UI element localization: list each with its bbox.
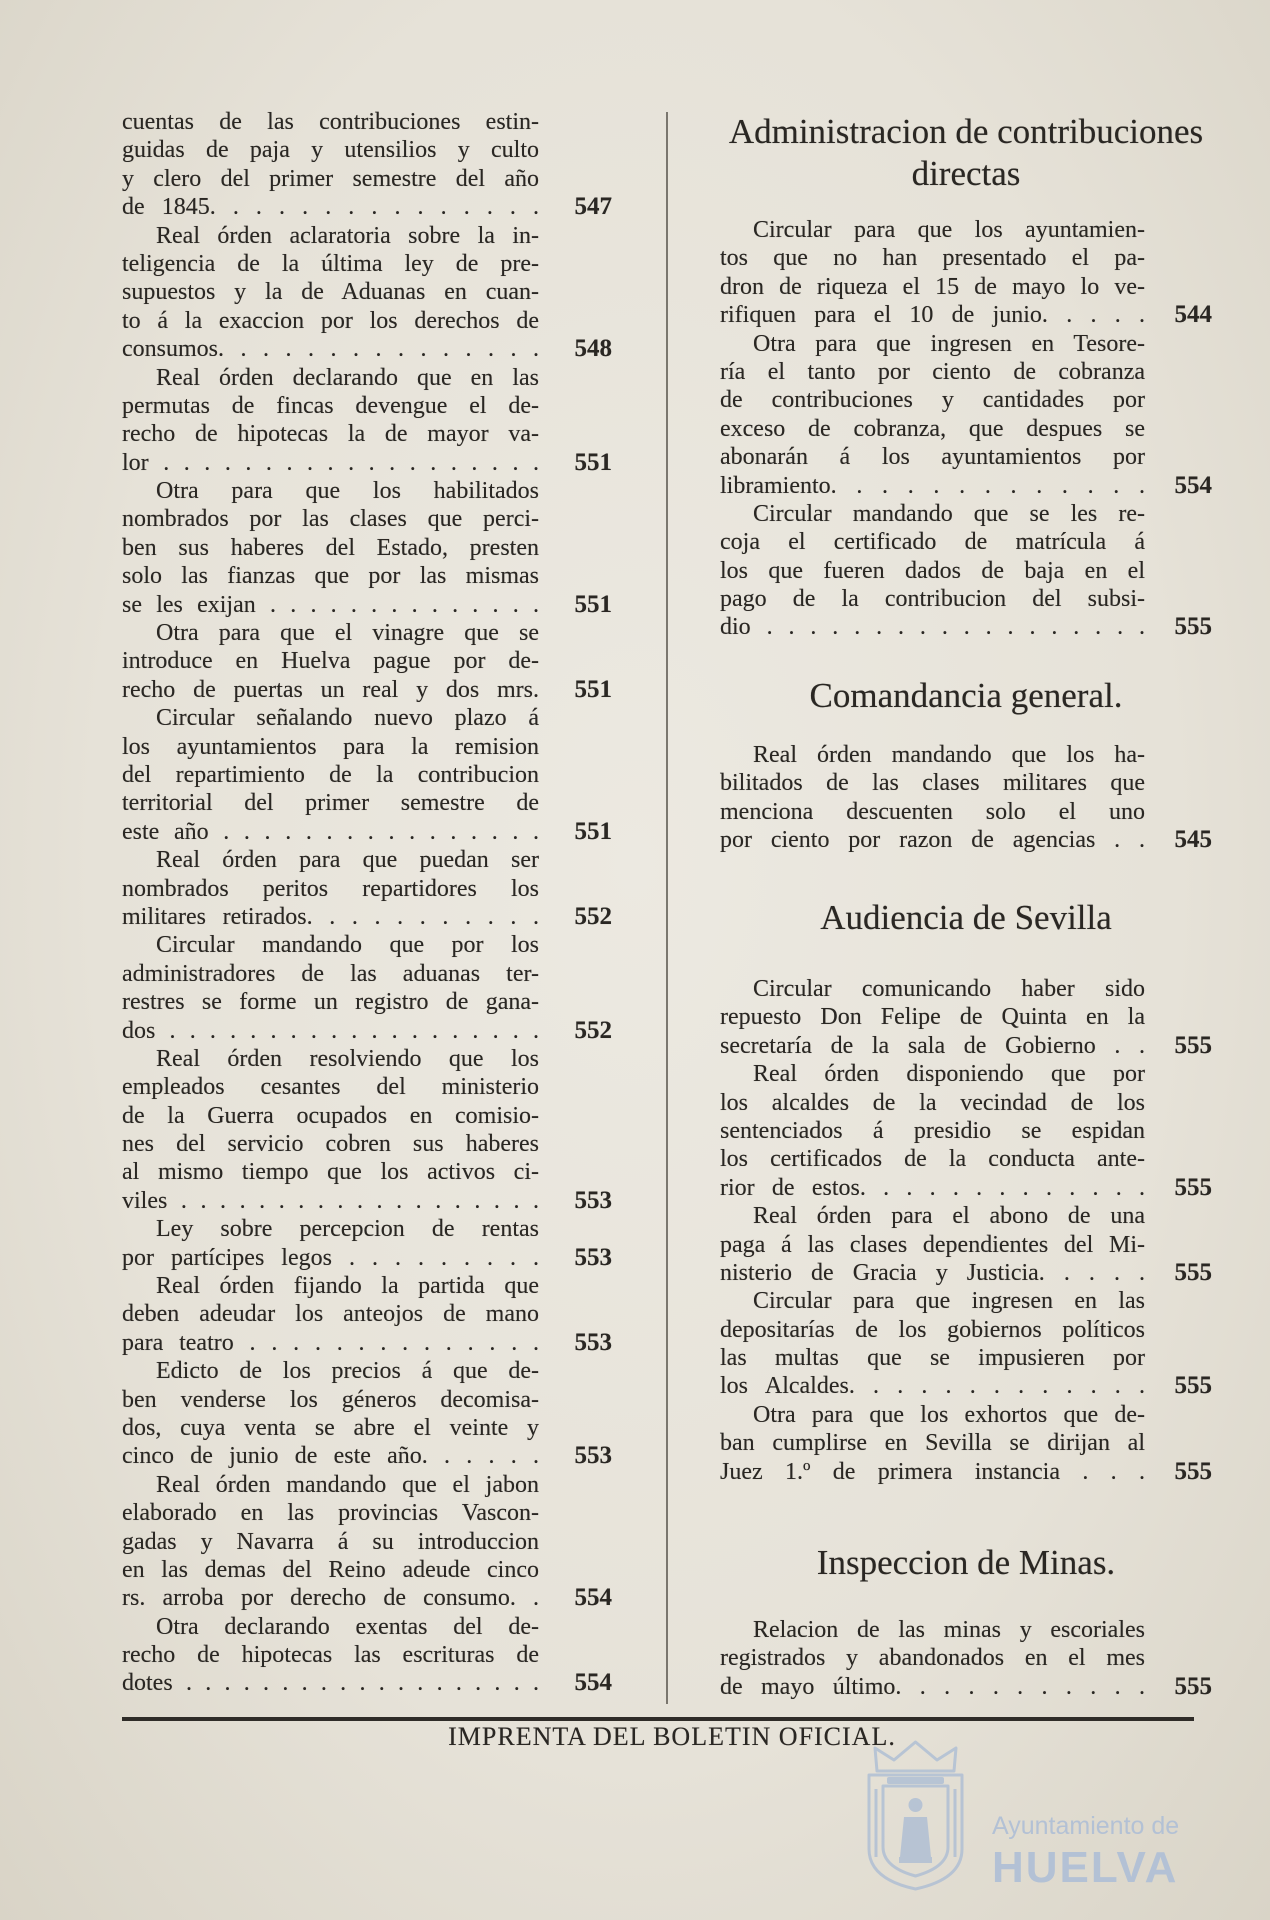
page-number: 552 (574, 1016, 612, 1044)
index-entry (122, 1471, 612, 1613)
entry-line-row (122, 818, 612, 846)
entry-line-row (122, 477, 612, 505)
section-heading (720, 897, 1212, 939)
page-number: 551 (574, 675, 612, 703)
entry-text-line: Edicto de los precios á que de- (156, 1358, 539, 1385)
entry-line-row (720, 1145, 1212, 1173)
index-entry (720, 216, 1212, 330)
entry-line-row (720, 798, 1212, 826)
entry-text-line: ban cumplirse en Sevilla se dirijan al (720, 1430, 1145, 1457)
section-heading (720, 111, 1212, 195)
entry-text-line: empleados cesantes del ministerio (122, 1074, 539, 1101)
index-entry (720, 1060, 1212, 1202)
entry-text-line: nombrados peritos repartidores los (122, 875, 539, 902)
entry-text-line: territorial del primer semestre de (122, 790, 539, 817)
entry-line-row (720, 500, 1212, 528)
entry-line-row (122, 931, 612, 959)
entry-line-row (122, 278, 612, 306)
entry-text-line: introduce en Huelva pague por de- (122, 648, 539, 675)
entry-text-line: pago de la contribucion del subsi- (720, 586, 1145, 613)
entry-text-line: los que fueren dados de baja en el (720, 557, 1145, 584)
index-entry (720, 330, 1212, 500)
entry-text-line: del repartimiento de la contribucion (122, 761, 539, 788)
entry-text-line: dos, cuya venta se abre el veinte y (122, 1414, 539, 1441)
entry-text-line: ben sus haberes del Estado, presten (122, 534, 539, 561)
entry-line-row (122, 222, 612, 250)
entry-line-row (122, 591, 612, 619)
entry-text-line: los certificados de la conducta ante- (720, 1146, 1145, 1173)
page-number: 553 (574, 1243, 612, 1271)
entry-line-row (122, 676, 612, 704)
entry-text-line: Real órden fijando la partida que (156, 1273, 539, 1300)
left-column-entries (122, 108, 612, 1698)
index-entry (122, 1215, 612, 1272)
footer-rule (122, 1717, 1194, 1721)
entry-line-row (122, 449, 612, 477)
entry-line-row (122, 1272, 612, 1300)
entry-line-row (122, 108, 612, 136)
entry-line-row (720, 613, 1212, 641)
entry-line-row (122, 534, 612, 562)
entry-line-row (122, 875, 612, 903)
index-entry (122, 108, 612, 222)
entry-line-row (720, 1458, 1212, 1486)
watermark-text: Ayuntamiento de (992, 1812, 1180, 1840)
page-number: 553 (574, 1442, 612, 1470)
page-number: 548 (574, 335, 612, 363)
entry-line-row (122, 335, 612, 363)
entry-line-row (122, 846, 612, 874)
entry-text-line: recho de hipotecas la de mayor va- (122, 421, 539, 448)
entry-line-row (122, 1556, 612, 1584)
entry-text-line: de contribuciones y cantidades por (720, 387, 1145, 414)
entry-text-line: Real órden resolviendo que los (156, 1045, 539, 1072)
entry-line-row (720, 472, 1212, 500)
section-heading-line: Inspeccion de Minas. (816, 1543, 1116, 1582)
index-entry (122, 619, 612, 704)
column-divider (666, 112, 668, 1704)
entry-text-line: Otra para que los habilitados (156, 478, 539, 505)
entry-text-line: para teatro . . . . . . . . . . . . . . (122, 1329, 539, 1356)
page-number: 555 (1174, 1173, 1212, 1201)
entry-text-line: abonarán á los ayuntamientos por (720, 444, 1145, 471)
entry-text-line: bilitados de las clases militares que (720, 770, 1145, 797)
entry-line-row (122, 165, 612, 193)
entry-text-line: Otra para que el vinagre que se (156, 620, 539, 647)
entry-text-line: sentenciados á presidio se espidan (720, 1117, 1145, 1144)
entry-line-row (122, 562, 612, 590)
printer-imprint: IMPRENTA DEL BOLETIN OFICIAL. (448, 1722, 896, 1751)
index-entry (720, 1287, 1212, 1401)
entry-line-row (122, 420, 612, 448)
entry-text-line: Juez 1.º de primera instancia . . . (720, 1458, 1145, 1485)
entry-line-row (720, 1644, 1212, 1672)
entry-text-line: menciona descuenten solo el uno (720, 798, 1145, 825)
entry-line-row (122, 193, 612, 221)
entry-line-row (122, 1414, 612, 1442)
entry-text-line: solo las fianzas que por las mismas (122, 563, 539, 590)
entry-text-line: guidas de paja y utensilios y culto (122, 137, 539, 164)
page-number: 552 (574, 902, 612, 930)
entry-line-row (122, 1045, 612, 1073)
watermark-title: HUELVA (992, 1843, 1179, 1892)
entry-text-line: cuentas de las contribuciones estin- (122, 109, 539, 135)
index-entry (122, 704, 612, 846)
entry-text-line: teligencia de la última ley de pre- (122, 250, 539, 277)
entry-text-line: paga á las clases dependientes del Mi- (720, 1231, 1145, 1258)
entry-text-line: Circular mandando que por los (156, 932, 539, 959)
entry-text-line: Real órden declarando que en las (156, 364, 539, 391)
entry-text-line: rs. arroba por derecho de consumo. . (122, 1585, 539, 1612)
entry-line-row (122, 733, 612, 761)
entry-text-line: Circular señalando nuevo plazo á (156, 705, 539, 732)
section-entries (720, 1616, 1212, 1701)
index-entry (122, 931, 612, 1045)
entry-line-row (720, 301, 1212, 329)
entry-line-row (122, 1442, 612, 1470)
entry-line-row (720, 358, 1212, 386)
entry-line-row (122, 1130, 612, 1158)
index-entry (122, 1357, 612, 1471)
section-entries (720, 975, 1212, 1486)
entry-text-line: las multas que se impusieren por (720, 1345, 1145, 1372)
entry-text-line: Otra declarando exentas del de- (156, 1613, 539, 1640)
index-entry (720, 1202, 1212, 1287)
entry-text-line: dron de riqueza el 15 de mayo lo ve- (720, 273, 1145, 300)
index-entry (122, 1045, 612, 1215)
entry-line-row (122, 1528, 612, 1556)
entry-text-line: rior de estos. . . . . . . . . . . . . (720, 1174, 1145, 1201)
index-entry (720, 975, 1212, 1060)
entry-text-line: ría el tanto por ciento de cobranza (720, 358, 1145, 385)
entry-text-line: libramiento. . . . . . . . . . . . . (720, 472, 1145, 499)
entry-text-line: al mismo tiempo que los activos ci- (122, 1159, 539, 1186)
coat-of-arms-icon (857, 1739, 974, 1892)
entry-line-row (122, 960, 612, 988)
entry-text-line: Real órden aclaratoria sobre la in- (156, 222, 539, 249)
entry-line-row (720, 1032, 1212, 1060)
entry-text-line: nisterio de Gracia y Justicia. . . . . (720, 1259, 1145, 1286)
entry-line-row (122, 1158, 612, 1186)
entry-text-line: Otra para que ingresen en Tesore- (753, 330, 1145, 357)
index-entry (122, 846, 612, 931)
entry-text-line: por ciento por razon de agencias . . (720, 827, 1145, 854)
page-number: 551 (574, 817, 612, 845)
section-entries (720, 741, 1212, 855)
entry-text-line: de mayo último. . . . . . . . . . . (720, 1673, 1145, 1700)
entry-line-row (720, 1202, 1212, 1230)
entry-text-line: consumos. . . . . . . . . . . . . . . (122, 336, 539, 363)
entry-line-row (122, 1499, 612, 1527)
entry-text-line: Real órden mandando que el jabon (156, 1471, 539, 1498)
entry-text-line: Circular para que ingresen en las (753, 1288, 1145, 1315)
entry-line-row (720, 769, 1212, 797)
entry-text-line: rifiquen para el 10 de junio. . . . . (720, 302, 1145, 329)
entry-text-line: nombrados por las clases que perci- (122, 506, 539, 533)
entry-line-row (122, 1215, 612, 1243)
entry-text-line: Real órden disponiendo que por (753, 1061, 1145, 1088)
entry-text-line: deben adeudar los anteojos de mano (122, 1301, 539, 1328)
entry-line-row (122, 1187, 612, 1215)
entry-text-line: ben venderse los géneros decomisa- (122, 1386, 539, 1413)
entry-text-line: recho de puertas un real y dos mrs. (122, 676, 539, 703)
index-entry (720, 1616, 1212, 1701)
entry-line-row (720, 1003, 1212, 1031)
entry-text-line: to á la exaccion por los derechos de (122, 307, 539, 334)
entry-line-row (720, 1616, 1212, 1644)
section-entries (720, 216, 1212, 642)
entry-text-line: registrados y abandonados en el mes (720, 1645, 1145, 1672)
entry-text-line: Circular comunicando haber sido (753, 976, 1145, 1002)
entry-text-line: depositarías de los gobiernos políticos (720, 1316, 1145, 1343)
entry-text-line: cinco de junio de este año. . . . . . (122, 1443, 539, 1470)
entry-text-line: supuestos y la de Aduanas en cuan- (122, 279, 539, 306)
entry-line-row (720, 1089, 1212, 1117)
page-number: 555 (1174, 1672, 1212, 1700)
entry-line-row (122, 364, 612, 392)
index-entry (122, 364, 612, 478)
entry-line-row (720, 1174, 1212, 1202)
entry-text-line: de la Guerra ocupados en comisio- (122, 1102, 539, 1129)
page-number: 547 (574, 193, 612, 221)
entry-text-line: viles . . . . . . . . . . . . . . . . . . . (122, 1187, 539, 1214)
entry-line-row (122, 307, 612, 335)
entry-text-line: Relacion de las minas y escoriales (753, 1617, 1145, 1643)
entry-line-row (122, 1357, 612, 1385)
entry-line-row (122, 1244, 612, 1272)
entry-text-line: recho de hipotecas las escrituras de (122, 1642, 539, 1669)
section-heading (720, 1542, 1212, 1584)
entry-text-line: de 1845. . . . . . . . . . . . . . . (122, 194, 539, 221)
section-heading-line: Audiencia de Sevilla (820, 898, 1112, 937)
entry-text-line: elaborado en las provincias Vascon- (122, 1500, 539, 1527)
entry-text-line: coja el certificado de matrícula á (720, 529, 1145, 556)
entry-line-row (720, 244, 1212, 272)
index-entry (720, 741, 1212, 855)
entry-text-line: Real órden para el abono de una (753, 1203, 1145, 1230)
entry-text-line: dio . . . . . . . . . . . . . . . . . . (720, 614, 1145, 641)
entry-text-line: Otra para que los exhortos que de- (753, 1401, 1145, 1428)
entry-line-row (122, 988, 612, 1016)
page-number: 555 (1174, 1258, 1212, 1286)
entry-line-row (122, 392, 612, 420)
page-number: 545 (1174, 826, 1212, 854)
entry-text-line: tos que no han presentado el pa- (720, 245, 1145, 272)
entry-line-row (122, 1471, 612, 1499)
entry-line-row (122, 136, 612, 164)
entry-text-line: en las demas del Reino adeude cinco (122, 1556, 539, 1583)
section-heading (720, 675, 1212, 717)
entry-text-line: este año . . . . . . . . . . . . . . . . (122, 818, 539, 845)
index-entry (122, 1613, 612, 1698)
entry-text-line: los Alcaldes. . . . . . . . . . . . . (720, 1373, 1145, 1400)
entry-line-row (122, 647, 612, 675)
entry-line-row (720, 1259, 1212, 1287)
section-heading-line: Comandancia general. (809, 676, 1123, 715)
entry-line-row (720, 1344, 1212, 1372)
entry-line-row (122, 903, 612, 931)
entry-line-row (720, 273, 1212, 301)
section-heading-line: Administracion de contribuciones (728, 112, 1204, 151)
entry-text-line: los ayuntamientos para la remision (122, 733, 539, 760)
entry-line-row (122, 250, 612, 278)
page-number: 554 (574, 1584, 612, 1612)
entry-line-row (122, 1641, 612, 1669)
section-heading-line: directas (911, 154, 1021, 193)
entry-line-row (122, 1386, 612, 1414)
entry-text-line: Circular para que los ayuntamien- (753, 217, 1145, 243)
page-number: 551 (574, 590, 612, 618)
entry-line-row (122, 505, 612, 533)
entry-text-line: Real órden mandando que los ha- (753, 742, 1145, 768)
entry-line-row (720, 1117, 1212, 1145)
entry-text-line: administradores de las aduanas ter- (122, 960, 539, 987)
entry-line-row (122, 619, 612, 647)
entry-text-line: Circular mandando que se les re- (753, 500, 1145, 527)
entry-line-row (720, 443, 1212, 471)
entry-line-row (720, 826, 1212, 854)
entry-text-line: y clero del primer semestre del año (122, 165, 539, 192)
entry-line-row (720, 415, 1212, 443)
page-number: 555 (1174, 1457, 1212, 1485)
entry-line-row (720, 1316, 1212, 1344)
entry-line-row (720, 1673, 1212, 1701)
entry-line-row (122, 761, 612, 789)
page-number: 554 (1174, 471, 1212, 499)
entry-line-row (122, 1073, 612, 1101)
entry-line-row (720, 1231, 1212, 1259)
page-number: 554 (574, 1669, 612, 1697)
entry-text-line: permutas de fincas devengue el de- (122, 392, 539, 419)
page-number: 551 (574, 448, 612, 476)
index-entry (122, 222, 612, 364)
entry-text-line: militares retirados. . . . . . . . . . . (122, 903, 539, 930)
entry-text-line: repuesto Don Felipe de Quinta en la (720, 1004, 1145, 1031)
entry-line-row (720, 585, 1212, 613)
page-number: 553 (574, 1186, 612, 1214)
entry-text-line: Ley sobre percepcion de rentas (156, 1216, 539, 1243)
entry-line-row (122, 789, 612, 817)
index-entry (122, 477, 612, 619)
entry-line-row (122, 1102, 612, 1130)
entry-text-line: Real órden para que puedan ser (156, 847, 539, 874)
entry-text-line: los alcaldes de la vecindad de los (720, 1089, 1145, 1116)
page-number: 555 (1174, 1372, 1212, 1400)
entry-text-line: exceso de cobranza, que despues se (720, 415, 1145, 442)
entry-line-row (122, 1613, 612, 1641)
entry-text-line: secretaría de la sala de Gobierno . . (720, 1032, 1145, 1059)
entry-line-row (122, 1300, 612, 1328)
entry-line-row (122, 1669, 612, 1697)
entry-line-row (720, 557, 1212, 585)
entry-line-row (720, 1401, 1212, 1429)
entry-text-line: dotes . . . . . . . . . . . . . . . . . . . (122, 1670, 539, 1697)
entry-text-line: dos . . . . . . . . . . . . . . . . . . . (122, 1017, 539, 1044)
entry-line-row (720, 1060, 1212, 1088)
index-entry (122, 1272, 612, 1357)
page-number: 555 (1174, 613, 1212, 641)
entry-text-line: restres se forme un registro de gana- (122, 989, 539, 1016)
right-column (720, 0, 1212, 1710)
entry-line-row (122, 1017, 612, 1045)
entry-text-line: por partícipes legos . . . . . . . . . (122, 1244, 539, 1271)
entry-line-row (122, 1329, 612, 1357)
entry-text-line: se les exijan . . . . . . . . . . . . . . (122, 591, 539, 618)
page-number: 544 (1174, 301, 1212, 329)
index-entry (720, 1401, 1212, 1486)
page-number: 555 (1174, 1031, 1212, 1059)
entry-line-row (720, 330, 1212, 358)
entry-line-row (122, 704, 612, 732)
entry-line-row (720, 1372, 1212, 1400)
entry-text-line: nes del servicio cobren sus haberes (122, 1131, 539, 1158)
entry-line-row (720, 1287, 1212, 1315)
entry-line-row (720, 216, 1212, 244)
entry-line-row (720, 741, 1212, 769)
page-number: 553 (574, 1328, 612, 1356)
entry-line-row (720, 386, 1212, 414)
entry-line-row (720, 1429, 1212, 1457)
entry-line-row (720, 528, 1212, 556)
entry-line-row (720, 975, 1212, 1003)
index-entry (720, 500, 1212, 642)
entry-text-line: gadas y Navarra á su introduccion (122, 1528, 539, 1555)
entry-text-line: lor . . . . . . . . . . . . . . . . . . . (122, 449, 539, 476)
entry-line-row (122, 1584, 612, 1612)
